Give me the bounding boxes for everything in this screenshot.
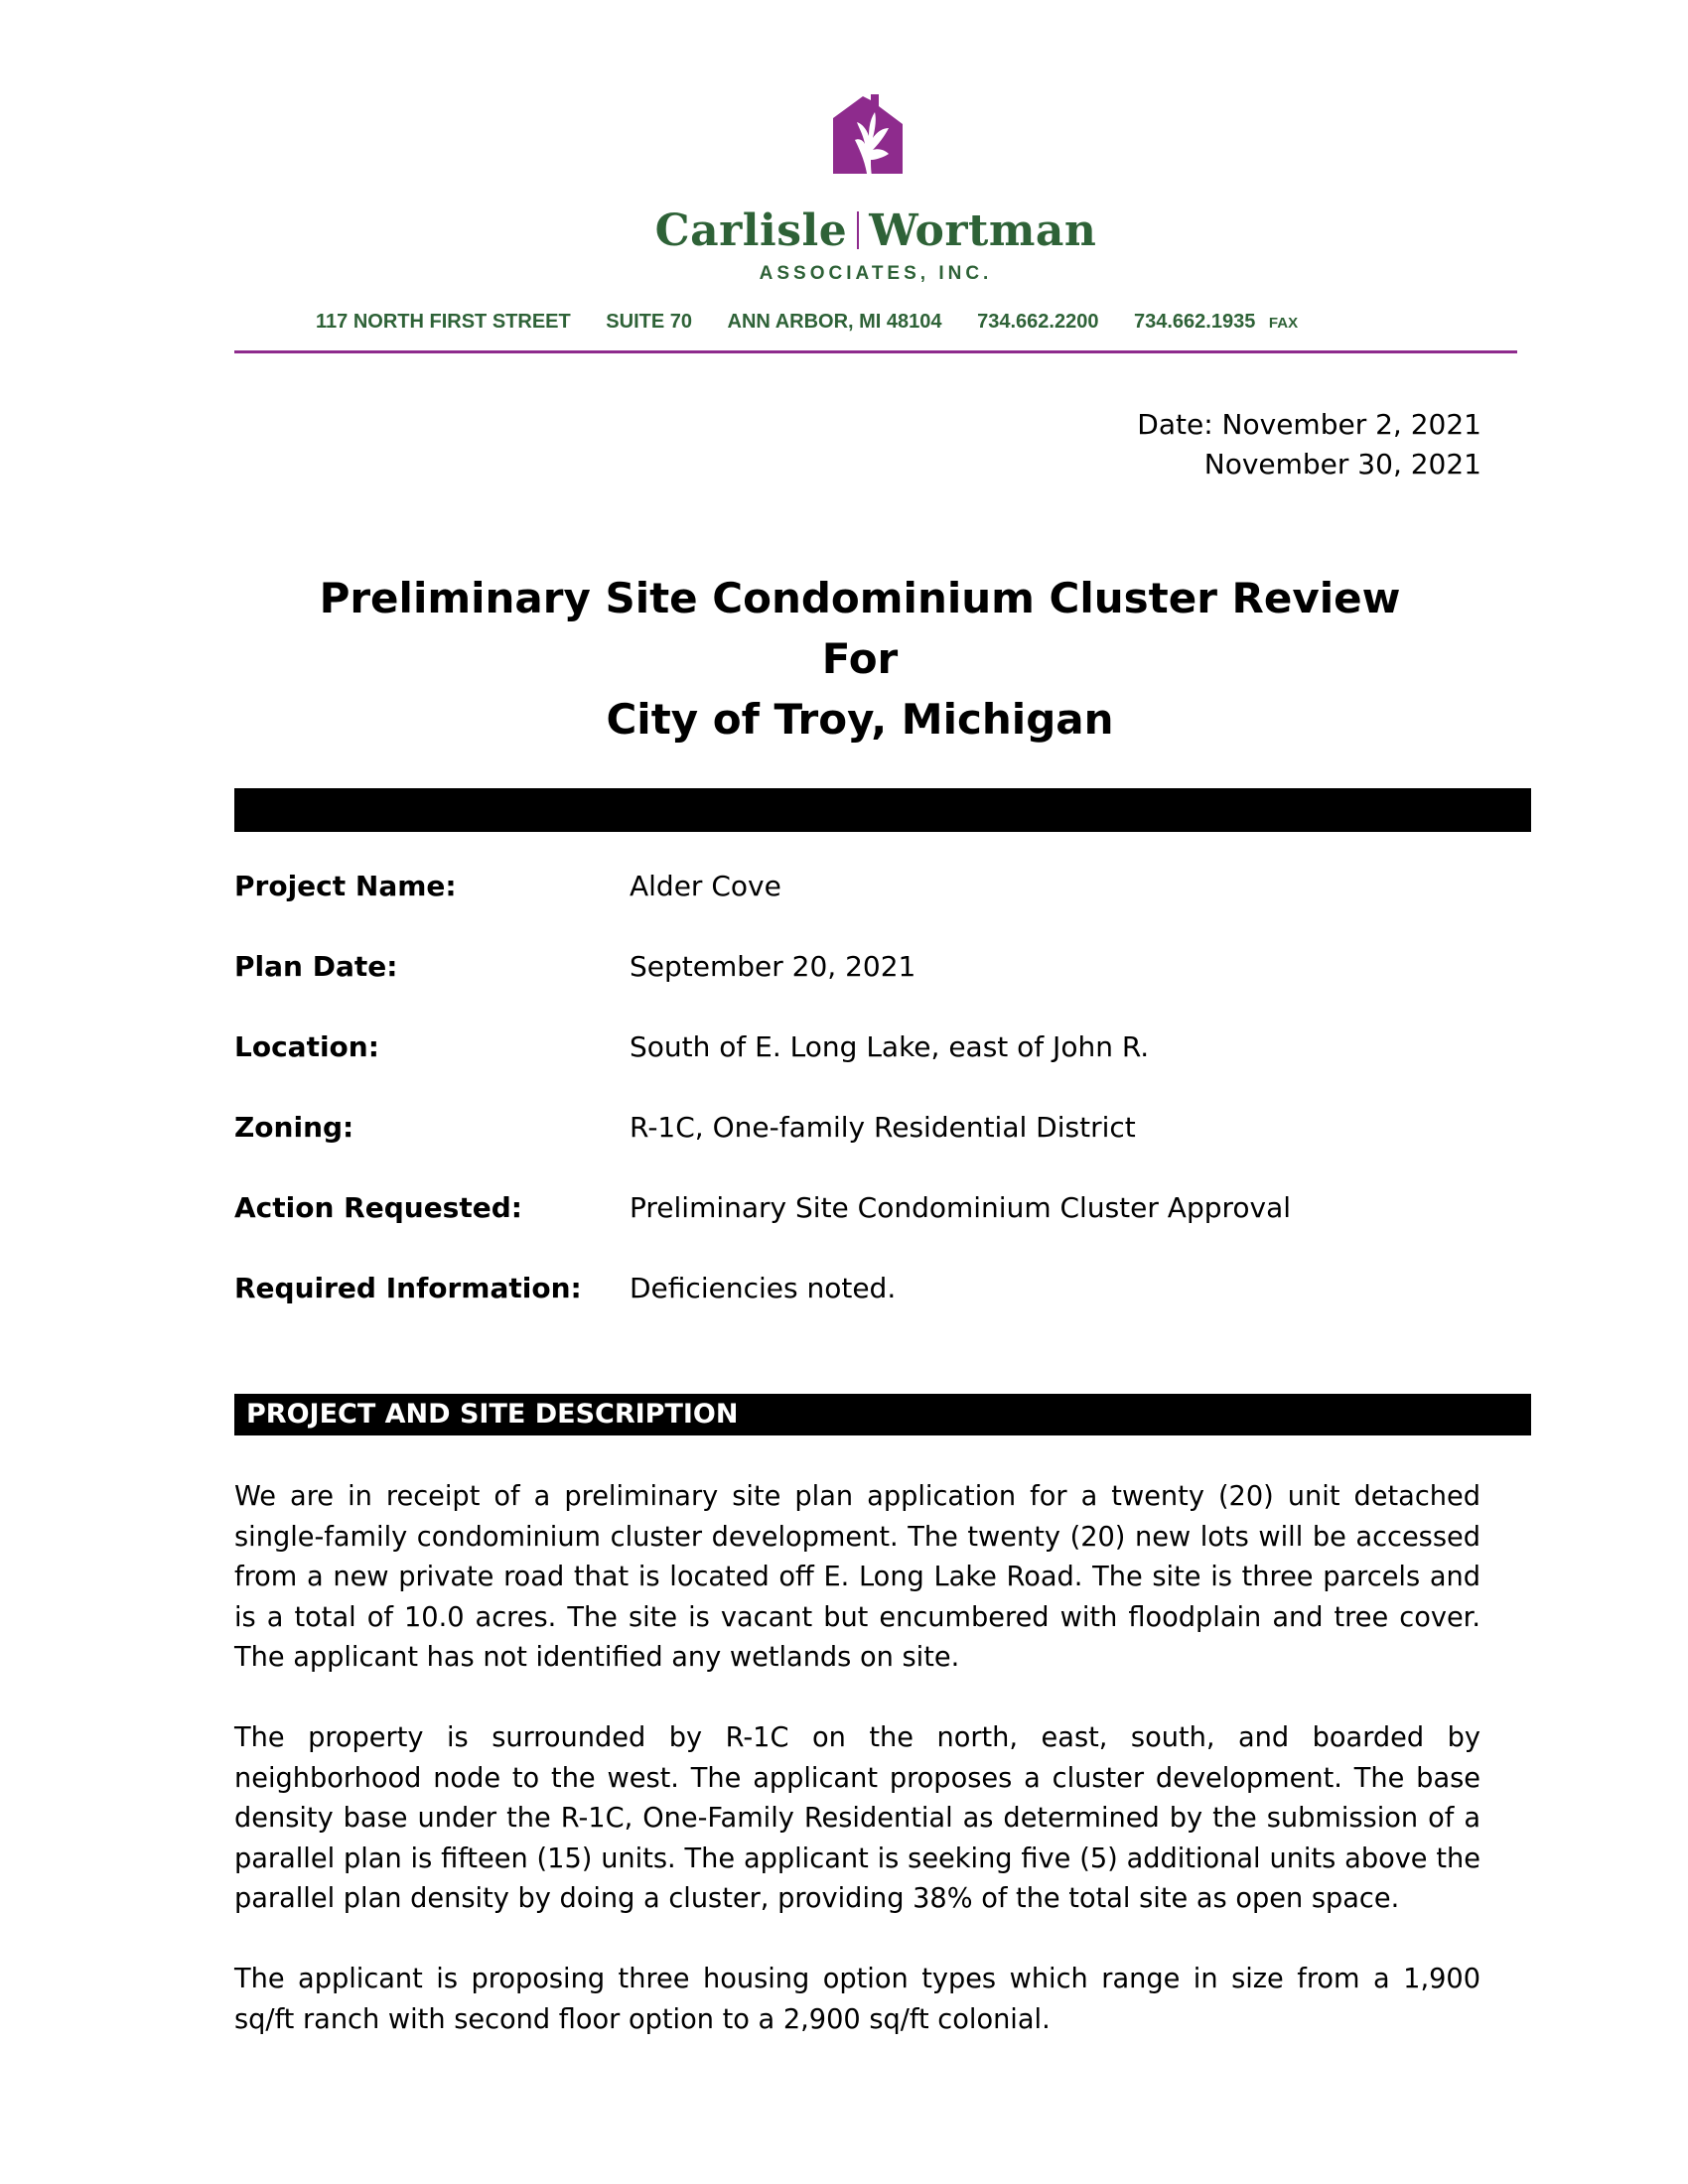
- company-name: [234, 205, 1517, 256]
- phone-number: 734.662.2200: [977, 311, 1099, 333]
- info-row-required-information: [234, 1272, 1525, 1352]
- company-name-first: Carlisle: [654, 205, 848, 256]
- date-line-2: November 30, 2021: [1203, 448, 1481, 480]
- letterhead-divider: [234, 350, 1517, 353]
- letterhead: [234, 94, 1517, 354]
- project-info-table: [234, 870, 1525, 1352]
- info-row-project-name: [234, 870, 1525, 950]
- street-address: 117 NORTH FIRST STREET: [316, 311, 571, 333]
- date-block: [1137, 405, 1481, 484]
- info-label: Plan Date:: [234, 950, 398, 983]
- paragraph-3: The applicant is proposing three housing option types which range in size from a 1,900 sq/ft ranch with second floor option to a 2,900 sq/ft colonial.: [234, 1964, 1480, 2035]
- paragraph-1: We are in receipt of a preliminary site plan application for a twenty (20) unit detached single-family condominium cluster development. The twenty (20) new lots will be accessed from a new private road that is located off E. Long Lake Road. The site is three parcels and is a total of 10.0 acres. The site is vacant but encumbered with floodplain and tree cover. The applicant has not identified any wetlands on site.: [234, 1481, 1480, 1673]
- info-value: Preliminary Site Condominium Cluster Approval: [630, 1191, 1292, 1224]
- info-value: September 20, 2021: [630, 950, 916, 983]
- info-label: Action Requested:: [234, 1191, 522, 1224]
- info-value: R-1C, One-family Residential District: [630, 1111, 1136, 1144]
- house-leaf-icon: [833, 94, 903, 186]
- title-line-3: City of Troy, Michigan: [606, 695, 1114, 744]
- info-value: South of E. Long Lake, east of John R.: [630, 1030, 1150, 1063]
- info-value: Deficiencies noted.: [630, 1272, 897, 1304]
- paragraph-2: The property is surrounded by R-1C on the north, east, south, and boarded by neighborhood node to the west. The applicant proposes a cluster development. The base density base under the R-1C, One-Family Residential as determined by the submission of a parallel plan is fifteen (15) units. The applicant is seeking five (5) additional units above the parallel plan density by doing a cluster, providing 38% of the total site as open space.: [234, 1722, 1480, 1914]
- section-body: [234, 1477, 1480, 2081]
- info-row-action-requested: [234, 1191, 1525, 1272]
- date-line-1: Date: November 2, 2021: [1137, 408, 1481, 441]
- info-value: Alder Cove: [630, 870, 781, 902]
- section-heading: PROJECT AND SITE DESCRIPTION: [234, 1394, 1531, 1435]
- company-name-divider: [857, 211, 859, 249]
- info-label: Zoning:: [234, 1111, 354, 1144]
- fax-number: 734.662.1935: [1134, 311, 1256, 333]
- suite: SUITE 70: [606, 311, 692, 333]
- address-line: [316, 311, 1328, 334]
- title-line-2: For: [821, 634, 899, 683]
- info-label: Location:: [234, 1030, 379, 1063]
- info-label: Project Name:: [234, 870, 457, 902]
- info-label: Required Information:: [234, 1272, 582, 1304]
- city-state-zip: ANN ARBOR, MI 48104: [727, 311, 942, 333]
- fax-label: FAX: [1268, 315, 1299, 332]
- document-title: [234, 568, 1485, 750]
- info-row-zoning: [234, 1111, 1525, 1191]
- company-name-second: Wortman: [869, 205, 1097, 256]
- title-divider-bar: [234, 788, 1531, 832]
- company-subtitle: ASSOCIATES, INC.: [759, 263, 993, 284]
- title-line-1: Preliminary Site Condominium Cluster Review: [319, 574, 1401, 622]
- info-row-location: [234, 1030, 1525, 1111]
- info-row-plan-date: [234, 950, 1525, 1030]
